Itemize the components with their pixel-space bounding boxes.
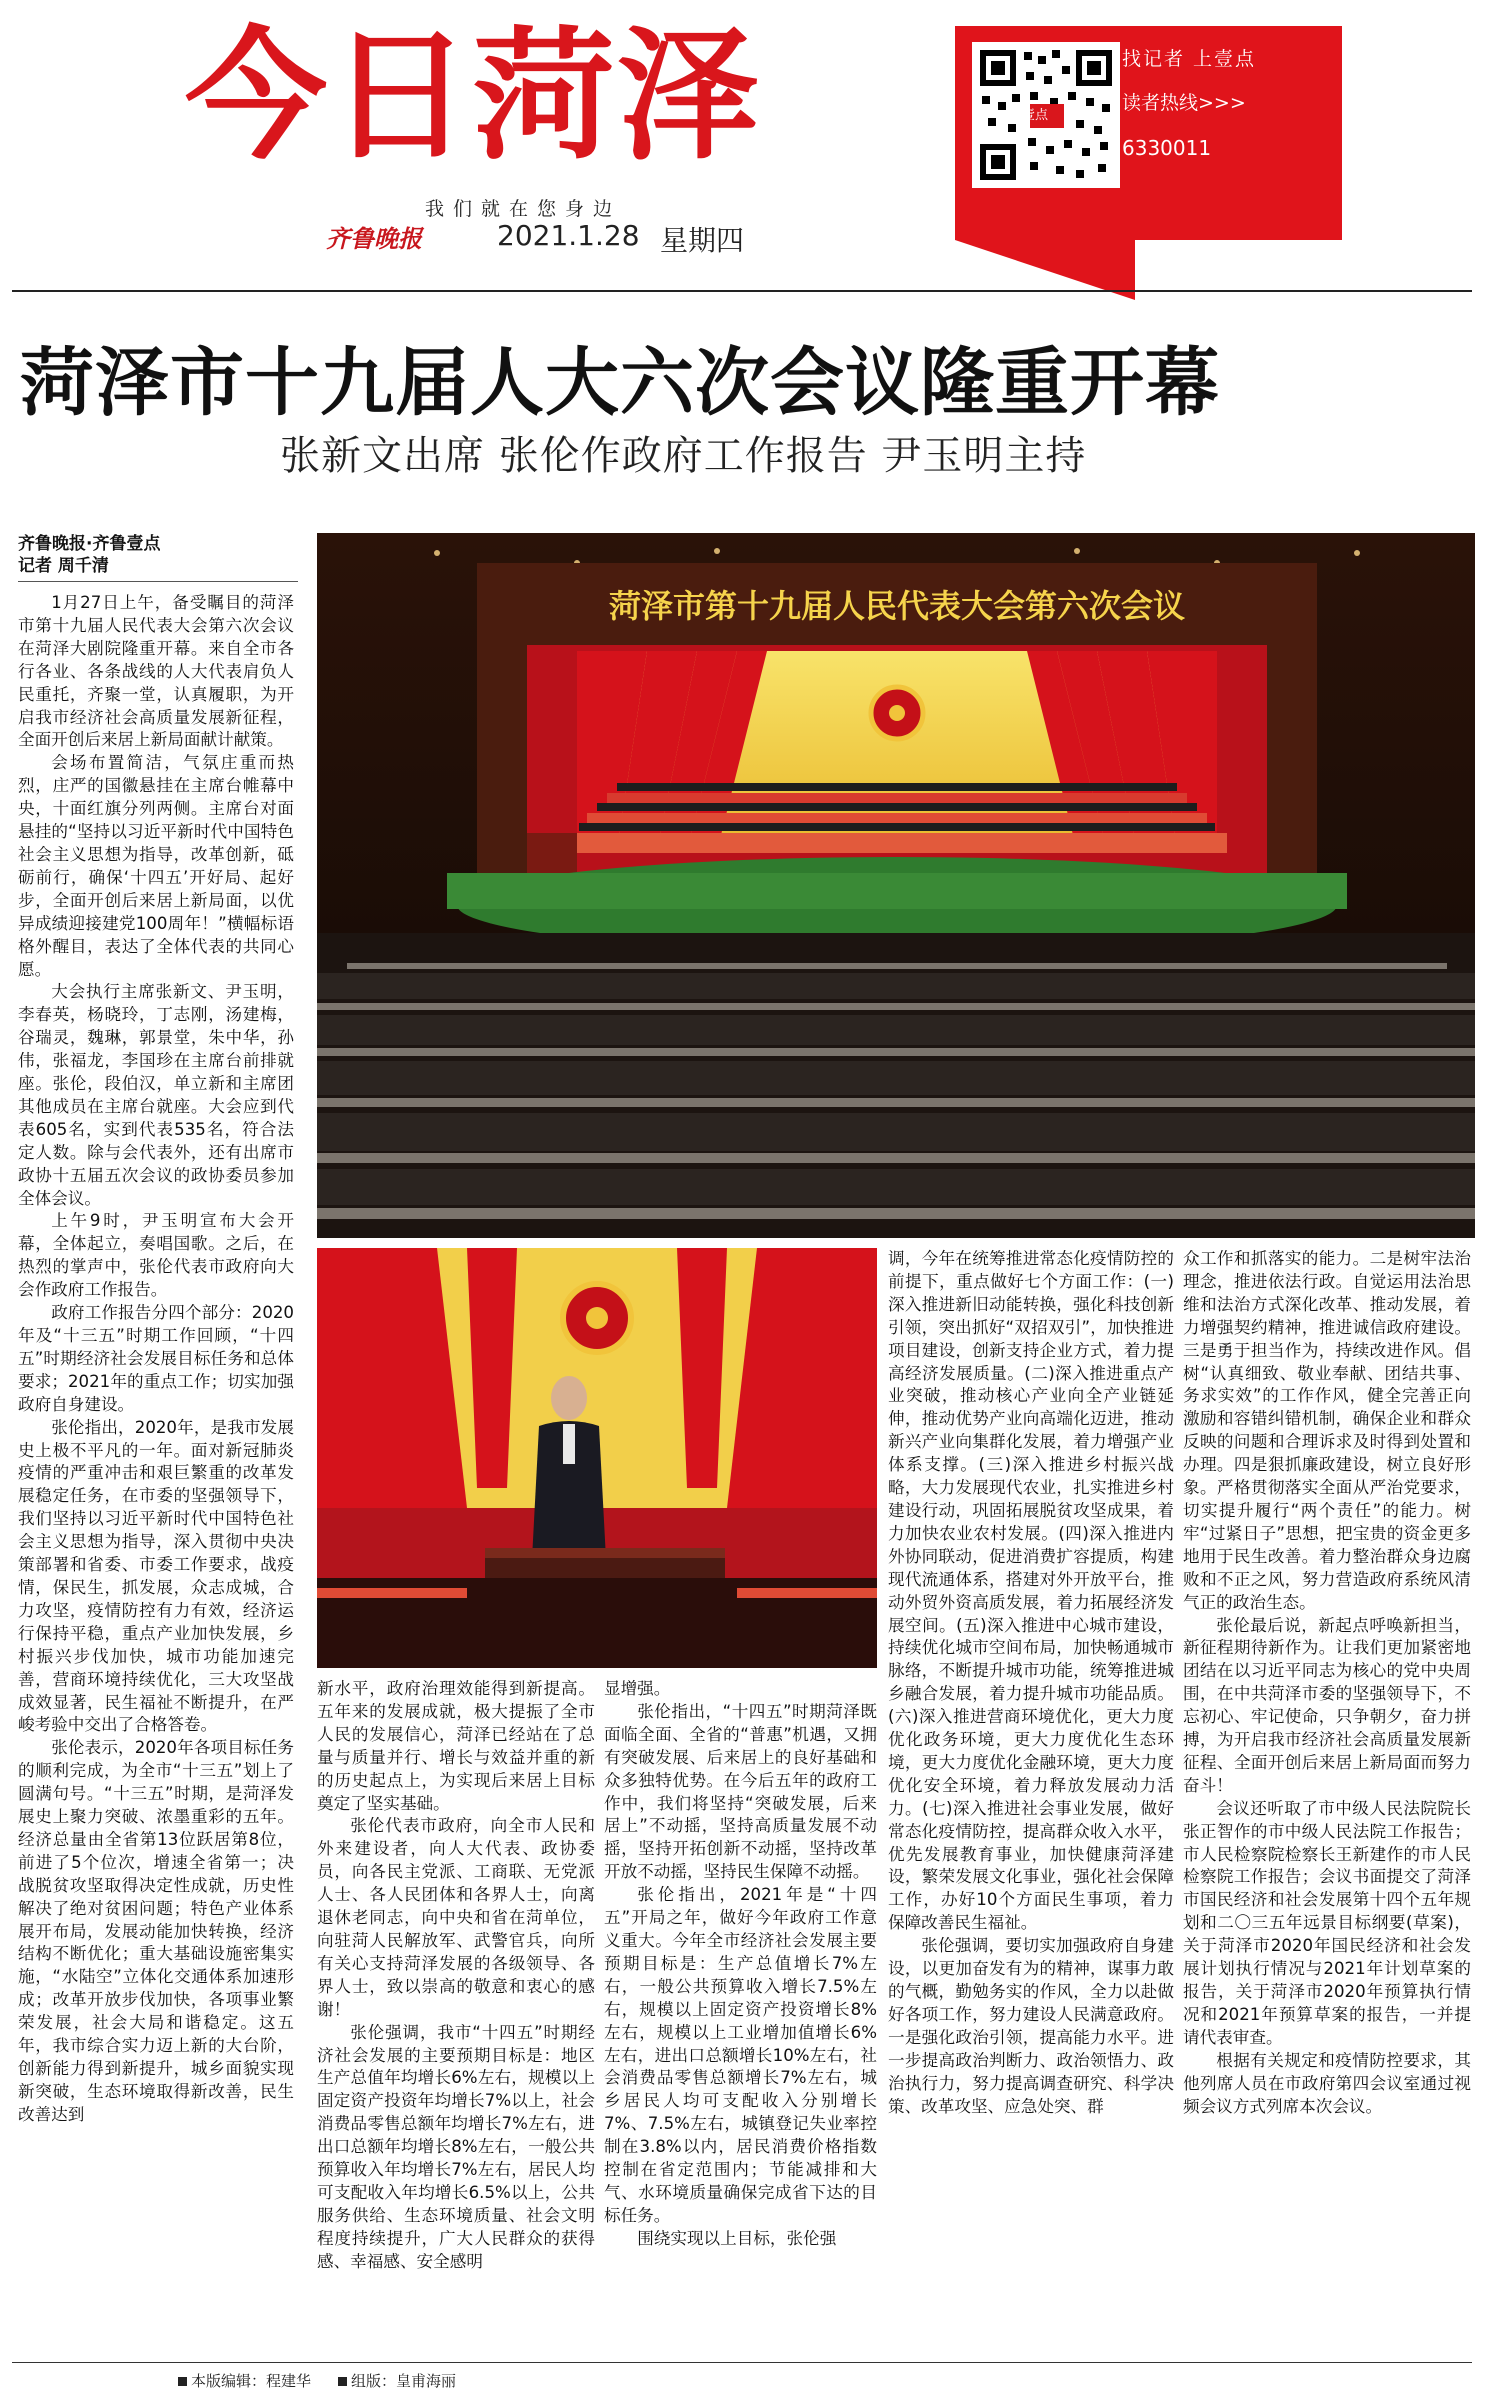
headline: 菏泽市十九届人大六次会议隆重开幕 — [20, 340, 1220, 426]
paragraph: 张伦最后说，新起点呼唤新担当，新征程期待新作为。让我们更加紧密地团结在以习近平同志为核心的党中央周围，在中共菏泽市委的坚强领导下，不忘初心、牢记使命，只争朝夕，奋力拼搏，为开启我市经济社会高质量发展新征程、全面开创后来居上新局面而努力奋斗！ — [1183, 1615, 1471, 1795]
paragraph: 显增强。 — [604, 1679, 671, 1698]
footer-divider — [12, 2362, 1472, 2363]
paragraph: 张伦强调，要切实加强政府自身建设，以更加奋发有为的精神，谋事力敢的气概，勤勉务实的作风，全力以赴做好各项工作，努力建设人民满意政府。一是强化政治引领，提高能力水平。进一步提高政治判断力、政治领悟力、政治执行力，努力提高调查研究、科学决策、改革攻坚、应急处突、群 — [888, 1936, 1174, 2116]
paragraph: 调，今年在统筹推进常态化疫情防控的前提下，重点做好七个方面工作：(一)深入推进新旧动能转换，强化科技创新引领，突出抓好“双招双引”，加快推进项目建设，创新支持企业方式，着力提高经济发展质量。(二)深入推进重点产业突破，推动核心产业向全产业链延伸，推动优势产业向高端化迈进，推动新兴产业向集群化发展，着力增强产业体系支撑。(三)深入推进乡村振兴战略，大力发展现代农业，扎实推进乡村建设行动，巩固拓展脱贫攻坚成果，着力加快农业农村发展。(四)深入推进内外协同联动，促进消费扩容提质，构建现代流通体系，搭建对外开放平台，推动外贸外资高质发展，着力拓展经济发展空间。(五)深入推进中心城市建设，持续优化城市空间布局，加快畅通城市脉络，不断提升城市功能，统筹推进城乡融合发展，着力提升城市功能品质。(六)深入推进营商环境优化，更大力度优化政务环境，更大力度优化生态环境，更大力度优化金融环境，更大力度优化安全环境，着力释放发展动力活力。(七)深入推进社会事业发展，做好常态化疫情防控，提高群众收入水平，优先发展教育事业，加快健康菏泽建设，繁荣发展文化事业，强化社会保障工作，办好10个方面民生事项，着力保障改善民生福祉。 — [888, 1249, 1174, 1933]
paragraph: 新水平，政府治理效能得到新提高。五年来的发展成就，极大提振了全市人民的发展信心，菏泽已经站在了总量与质量并行、增长与效益并重的新的历史起点上，为实现后来居上目标奠定了坚实基础。 — [317, 1679, 595, 1813]
paragraph: 上午9时，尹玉明宣布大会开幕，全体起立，奏唱国歌。之后，在热烈的掌声中，张伦代表市政府向大会作政府工作报告。 — [18, 1211, 294, 1300]
masthead-title: 今日菏泽 — [185, 14, 761, 179]
qr-label: 壹点 — [1022, 108, 1049, 123]
hotline-heading: 找记者 上壹点 — [1122, 48, 1257, 70]
issue-weekday: 星期四 — [660, 224, 745, 257]
paragraph: 会场布置简洁，气氛庄重而热烈，庄严的国徽悬挂在主席台帷幕中央，十面红旗分列两侧。主席台对面悬挂的“坚持以习近平新时代中国特色社会主义思想为指导，改革创新，砥砺前行，确保‘十四五’开好局、起好步，全面开创后来居上新局面，以优异成绩迎接建党100周年！”横幅标语格外醒目，表达了全体代表的共同心愿。 — [18, 753, 294, 979]
paragraph: 张伦指出，“十四五”时期菏泽既面临全面、全省的“普惠”机遇，又拥有突破发展、后来居上的良好基础和众多独特优势。在今后五年的政府工作中，我们将坚持“突破发展，后来居上”不动摇，坚持高质量发展不动摇，坚持开拓创新不动摇，坚持改革开放不动摇，坚持民生保障不动摇。 — [604, 1701, 877, 1882]
square-bullet-icon — [178, 2377, 187, 2386]
footer-layout: 组版：皇甫海丽 — [338, 2370, 456, 2391]
paragraph: 张伦表示，2020年各项目标任务的顺利完成，为全市“十三五”划上了圆满句号。“十三五”时期，是菏泽发展史上聚力突破、浓墨重彩的五年。经济总量由全省第13位跃居第8位，前进了5个位次，增速全省第一；决战脱贫攻坚取得决定性成就，历史性解决了绝对贫困问题；特色产业体系展开布局，发展动能加快转换，经济结构不断优化；重大基础设施密集实施，“水陆空”立体化交通体系加速形成；改革开放步伐加快，各项事业繁荣发展，社会大局和谐稳定。这五年，我市综合实力迈上新的大台阶，创新能力得到新提升，城乡面貌实现新突破，生态环境取得新改善，民生改善达到 — [18, 1738, 294, 2124]
paragraph: 围绕实现以上目标，张伦强 — [637, 2228, 837, 2248]
banner-text: 菏泽市第十九届人民代表大会第六次会议 — [608, 587, 1186, 625]
assembly-hall-photo — [317, 533, 1475, 1238]
byline — [18, 533, 160, 577]
article-column-2 — [317, 1678, 595, 2274]
article-column-1 — [18, 592, 294, 2127]
paragraph: 会议还听取了市中级人民法院院长张正智作的市中级人民法院工作报告；市人民检察院检察长王新建作的市人民检察院工作报告；会议书面提交了菏泽市国民经济和社会发展第十四个五年规划和二〇三五年远景目标纲要(草案)，关于菏泽市2020年国民经济和社会发展计划执行情况与2021年计划草案的报告，关于菏泽市2020年预算执行情况和2021年预算草案的报告，一并提请代表审查。 — [1183, 1798, 1471, 2047]
article-column-4 — [888, 1248, 1174, 2118]
issue-date: 2021.1.28 — [497, 219, 640, 252]
footer-editor: 本版编辑：程建华 — [178, 2370, 311, 2391]
article-column-3 — [604, 1678, 877, 2251]
paragraph: 1月27日上午，备受瞩目的菏泽市第十九届人民代表大会第六次会议在菏泽大剧院隆重开幕。来自全市各行各业、各条战线的人大代表肩负人民重托，齐聚一堂，认真履职，为开启我市经济社会高质量发展新征程，全面开创后来居上新局面献计献策。 — [18, 593, 294, 750]
byline-source: 齐鲁晚报·齐鲁壹点 — [18, 534, 161, 554]
paragraph: 张伦指出，2021年是“十四五”开局之年，做好今年政府工作意义重大。今年全市经济社会发展主要预期目标是：生产总值增长7%左右，一般公共预算收入增长7.5%左右，规模以上固定资产投资增长8%左右，规模以上工业增加值增长6%左右，进出口总额增长10%左右，社会消费品零售总额增长7%左右，城乡居民人均可支配收入分别增长7%、7.5%左右，城镇登记失业率控制在3.8%以内，居民消费价格指数控制在省定范围内；节能减排和大气、水环境质量确保完成省下达的目标任务。 — [604, 1885, 877, 2225]
paragraph: 众工作和抓落实的能力。二是树牢法治理念，推进依法行政。自觉运用法治思维和法治方式深化改革、推动发展，着力增强契约精神，推进诚信政府建设。三是勇于担当作为，持续改进作风。倡树“认真细致、敬业奉献、团结共事、务求实效”的工作作风，健全完善正向激励和容错纠错机制，确保企业和群众反映的问题和合理诉求及时得到处置和办理。四是狠抓廉政建设，树立良好形象。严格贯彻落实全面从严治党要求，切实提升履行“两个责任”的能力。树牢“过紧日子”思想，把宝贵的资金更多地用于民生改善。着力整治群众身边腐败和不正之风，努力营造政府系统风清气正的政治生态。 — [1183, 1249, 1471, 1612]
paragraph: 张伦代表市政府，向全市人民和外来建设者，向人大代表、政协委员，向各民主党派、工商联、无党派人士、各人民团体和各界人士，向离退休老同志，向中央和省在菏单位，向驻菏人民解放军、武警官兵，向所有关心支持菏泽发展的各级领导、各界人士，致以崇高的敬意和衷心的感谢！ — [317, 1816, 595, 2019]
byline-divider — [18, 581, 298, 582]
newspaper-brand: 齐鲁晚报 — [326, 224, 422, 253]
paragraph: 大会执行主席张新文、尹玉明，李春英，杨晓玲，丁志刚，汤建梅，谷瑞灵，魏琳，郭景堂，朱中华，孙伟，张福龙，李国珍在主席台前排就座。张伦，段伯汉，单立新和主席团其他成员在主席台就座。大会应到代表605名，实到代表535名，符合法定人数。除与会代表外，还有出席市政协十五届五次会议的政协委员参加全体会议。 — [18, 982, 294, 1208]
hotline-label: 读者热线>>> — [1122, 92, 1246, 114]
paragraph: 张伦指出，2020年，是我市发展史上极不平凡的一年。面对新冠肺炎疫情的严重冲击和艰巨繁重的改革发展稳定任务，在市委的坚强领导下，我们坚持以习近平新时代中国特色社会主义思想为指导，深入贯彻中央决策部署和省委、市委工作要求，战疫情，保民生，抓发展，众志成城，合力攻坚，疫情防控有力有效，经济运行保持平稳，重点产业加快发展，乡村振兴步伐加快，城市功能加速完善，营商环境持续优化，三大攻坚战成效显著，民生福祉不断提升，在严峻考验中交出了合格答卷。 — [18, 1417, 294, 1735]
square-bullet-icon — [338, 2377, 347, 2386]
masthead-divider — [12, 290, 1472, 292]
speaker-photo — [317, 1248, 877, 1668]
paragraph: 张伦强调，我市“十四五”时期经济社会发展的主要预期目标是：地区生产总值年均增长6%左右，规模以上固定资产投资年均增长7%以上，社会消费品零售总额年均增长7%左右，进出口总额年均增长8%左右，一般公共预算收入年均增长7%左右，居民人均可支配收入年均增长6.5%以上，公共服务供给、生态环境质量、社会文明程度持续提升，广大人民群众的获得感、幸福感、安全感明 — [317, 2022, 595, 2271]
hotline-number: 6330011 — [1122, 136, 1212, 160]
masthead-slogan: 我们就在您身边 — [425, 198, 622, 220]
article-column-5 — [1183, 1248, 1471, 2118]
paragraph: 政府工作报告分四个部分：2020年及“十三五”时期工作回顾，“十四五”时期经济社会发展目标任务和总体要求；2021年的重点工作；切实加强政府自身建设。 — [18, 1303, 294, 1414]
paragraph: 根据有关规定和疫情防控要求，其他列席人员在市政府第四会议室通过视频会议方式列席本次会议。 — [1183, 2050, 1471, 2116]
byline-reporter: 记者 周千清 — [18, 556, 109, 576]
subheadline: 张新文出席 张伦作政府工作报告 尹玉明主持 — [280, 433, 1087, 479]
